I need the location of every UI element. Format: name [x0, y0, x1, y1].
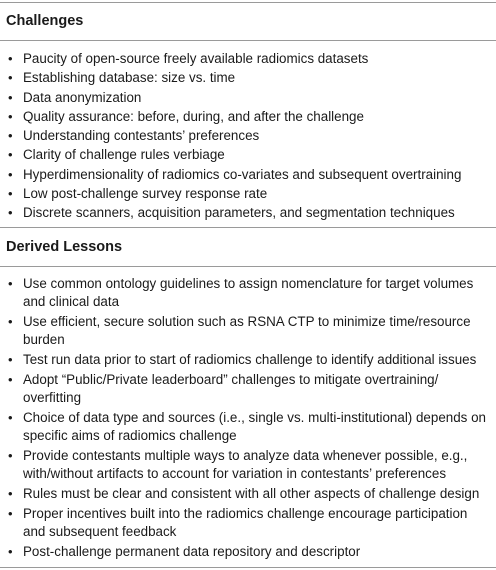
bullet-icon: • [8, 371, 13, 387]
challenge-text: Data anonymization [23, 89, 142, 105]
lessons-list [0, 275, 490, 563]
section-divider [0, 227, 496, 228]
challenge-text: Low post-challenge survey response rate [23, 186, 268, 202]
bullet-icon: • [8, 89, 13, 105]
challenge-text: Quality assurance: before, during, and after the challenge [23, 108, 364, 124]
bullet-icon: • [8, 128, 13, 144]
list-item [0, 275, 490, 312]
challenge-text: Establishing database: size vs. time [23, 70, 236, 86]
top-border [0, 2, 496, 3]
bottom-border [0, 567, 496, 568]
lesson-text: Use common ontology guidelines to assign nomenclature for target volumes and clinical data [23, 276, 474, 310]
list-item [0, 505, 490, 542]
challenge-text: Clarity of challenge rules verbiage [23, 147, 225, 163]
challenge-text: Understanding contestants’ preferences [23, 128, 260, 144]
list-item [0, 409, 490, 446]
bullet-icon: • [8, 448, 13, 464]
challenge-text: Discrete scanners, acquisition parameters, and segmentation techniques [23, 205, 455, 221]
lesson-text: Rules must be clear and consistent with all other aspects of challenge design [23, 486, 480, 502]
list-item [0, 69, 490, 88]
lesson-text: Choice of data type and sources (i.e., single vs. multi-institutional) depends on specific aims of radiomics challenge [23, 410, 486, 444]
lesson-text: Adopt “Public/Private leaderboard” challenges to mitigate overtraining/ overfitting [23, 371, 439, 406]
bullet-icon: • [8, 166, 13, 182]
bullet-icon: • [8, 205, 13, 221]
list-item [0, 485, 490, 503]
lessons-heading-divider [0, 266, 496, 267]
list-item [0, 50, 490, 69]
list-item [0, 185, 490, 204]
list-item [0, 371, 490, 408]
challenges-heading: Challenges [6, 13, 84, 29]
bullet-icon: • [8, 544, 13, 560]
bullet-icon: • [8, 276, 13, 291]
lesson-text: Provide contestants multiple ways to analyze data whenever possible, e.g., with/without artifacts to account for variation in contestants’ preferences [23, 448, 468, 482]
list-item [0, 204, 490, 223]
bullet-icon: • [8, 108, 13, 124]
list-item [0, 313, 490, 350]
list-item [0, 89, 490, 108]
list-item [0, 166, 490, 185]
challenges-list [0, 50, 490, 224]
lesson-text: Use efficient, secure solution such as RSNA CTP to minimize time/resource burden [23, 314, 471, 348]
bullet-icon: • [8, 51, 13, 66]
bullet-icon: • [8, 70, 13, 86]
list-item [0, 351, 490, 369]
bullet-icon: • [8, 186, 13, 202]
challenge-text: Paucity of open-source freely available radiomics datasets [23, 51, 369, 66]
bullet-icon: • [8, 410, 13, 426]
challenge-text: Hyperdimensionality of radiomics co-variates and subsequent overtraining [23, 166, 462, 182]
bullet-icon: • [8, 486, 13, 502]
bullet-icon: • [8, 147, 13, 163]
bullet-icon: • [8, 314, 13, 330]
list-item [0, 447, 490, 484]
bullet-icon: • [8, 506, 13, 522]
list-item [0, 146, 490, 165]
lesson-text: Post-challenge permanent data repository and descriptor [23, 544, 361, 560]
lessons-heading: Derived Lessons [6, 239, 123, 255]
bullet-icon: • [8, 352, 13, 368]
lesson-text: Test run data prior to start of radiomics challenge to identify additional issues [23, 352, 477, 368]
list-item [0, 108, 490, 127]
lesson-text: Proper incentives built into the radiomics challenge encourage participation and subsequent feedback [23, 506, 468, 540]
list-item [0, 127, 490, 146]
challenges-heading-divider [0, 40, 496, 41]
list-item [0, 543, 490, 561]
